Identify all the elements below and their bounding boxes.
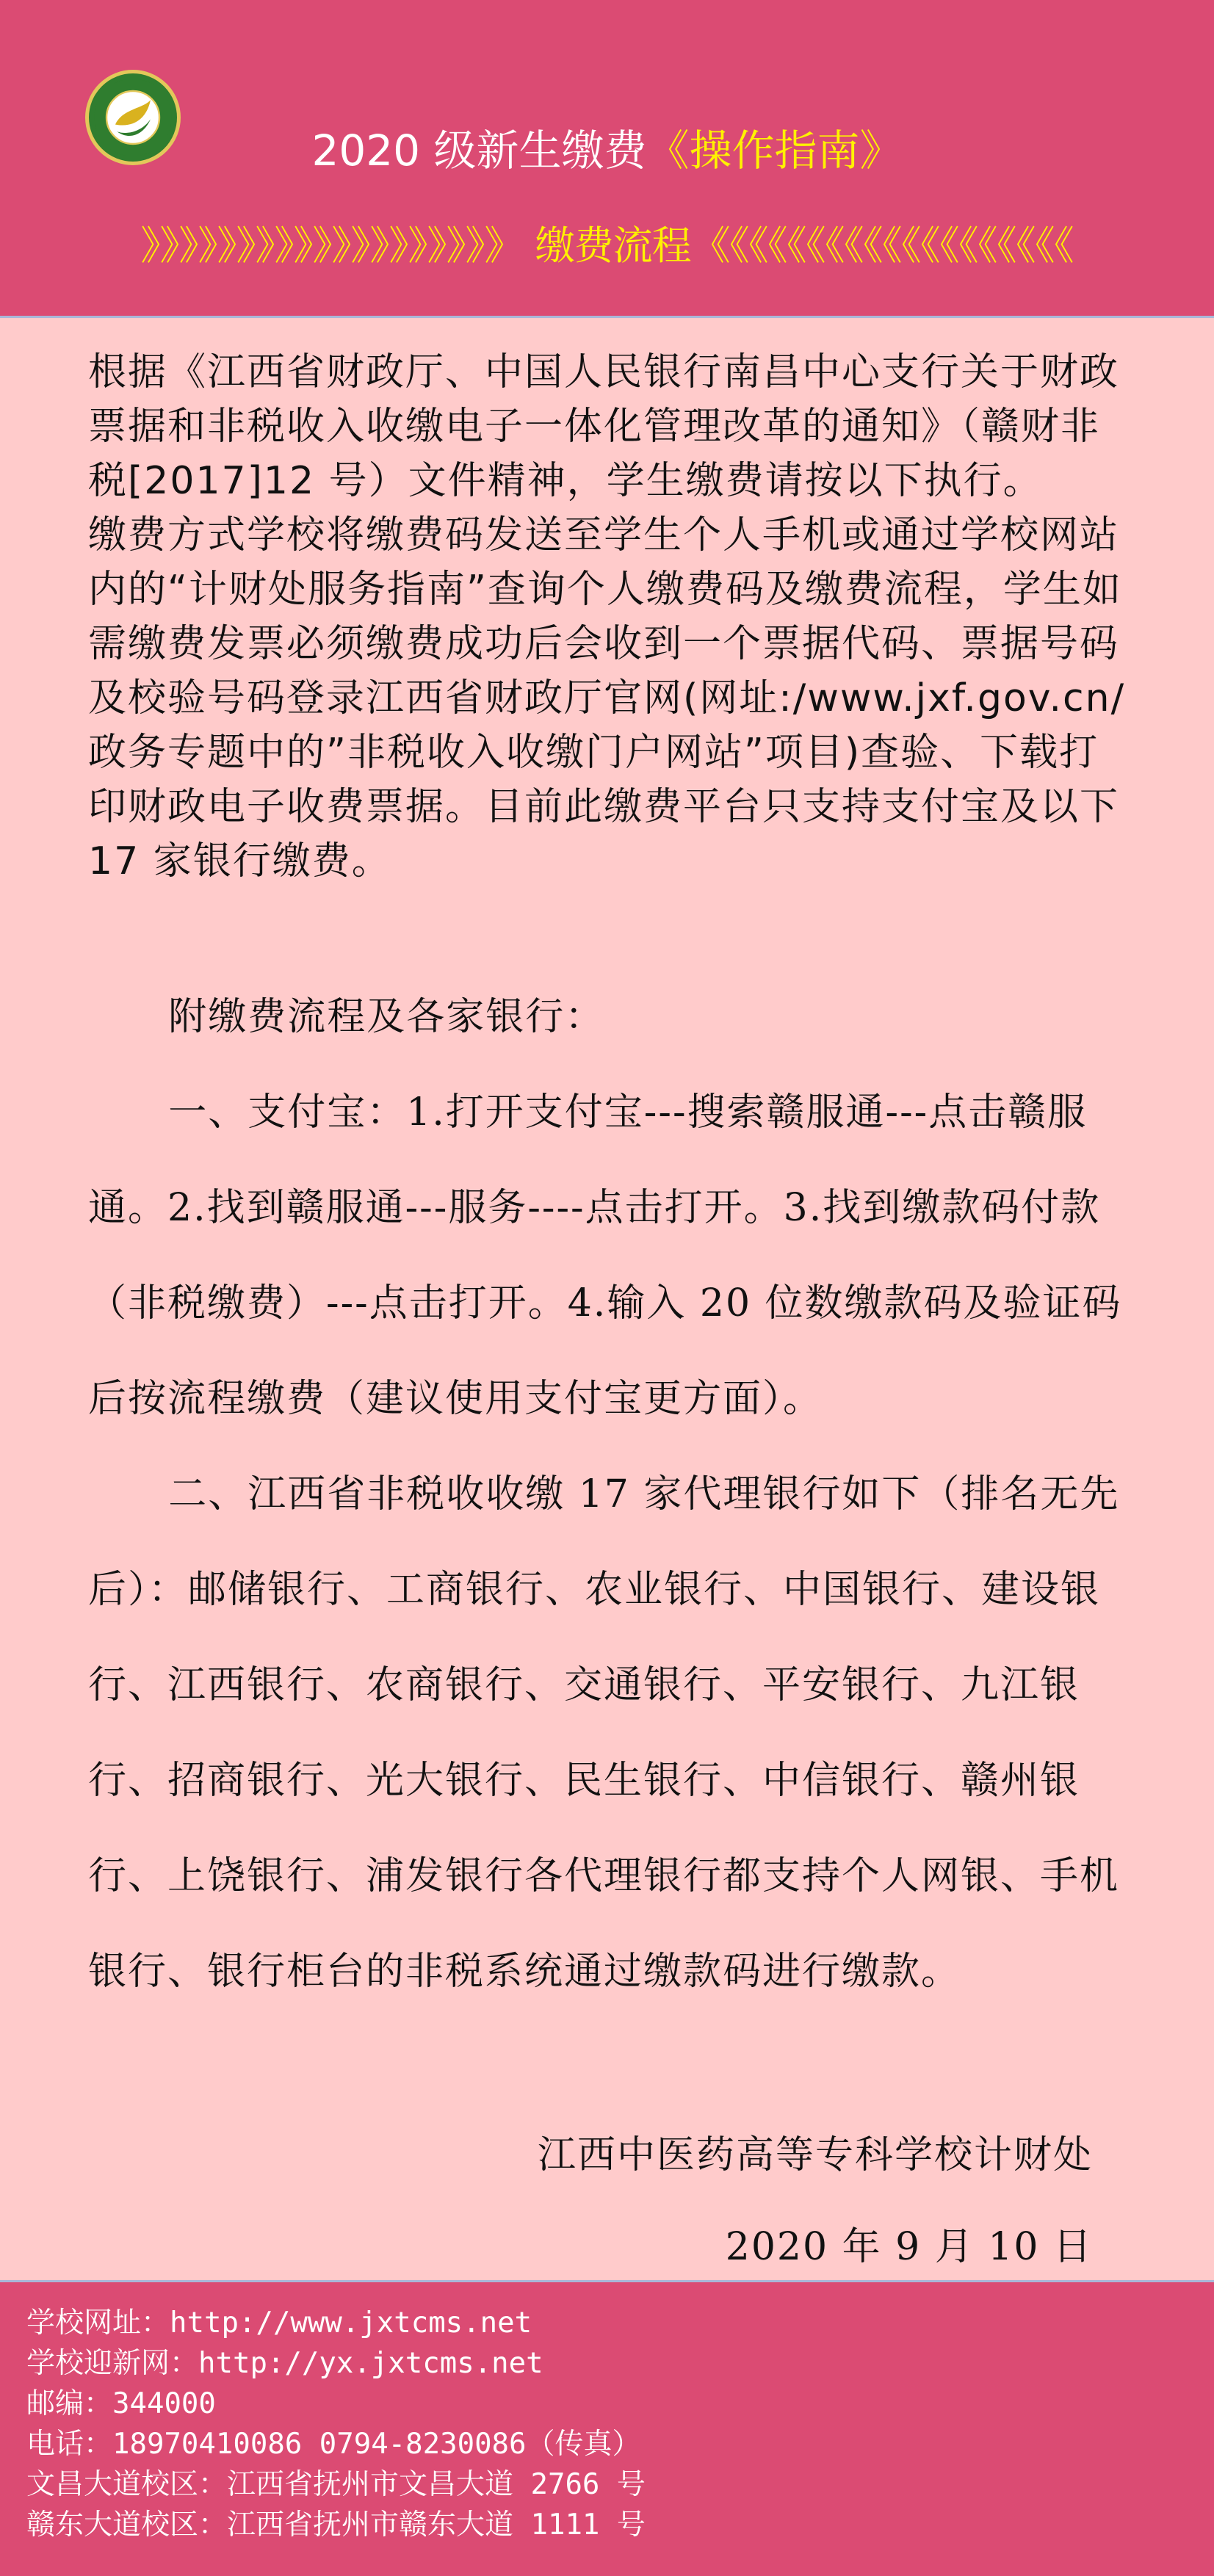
process-heading: 附缴费流程及各家银行： bbox=[168, 995, 605, 1039]
process-section bbox=[88, 969, 1131, 2019]
title-highlight: 《操作指南》 bbox=[646, 126, 903, 176]
intro-section bbox=[88, 345, 1131, 889]
bank-list: 二、江西省非税收收缴 17 家代理银行如下（排名无先后）：邮储银行、工商银行、农业银行、中国银行、建设银行、江西银行、农商银行、交通银行、平安银行、九江银行、招商银行、光大银行、民生银行、中信银行、赣州银行、上饶银行、浦发银行各代理银行都支持个人网银、手机银行、银行柜台的非税系统通过缴款码进行缴款。 bbox=[88, 1472, 1120, 1994]
header-banner bbox=[0, 0, 1214, 318]
footer-postcode: 邮编：344000 bbox=[26, 2387, 216, 2420]
footer-campus-gandong: 赣东大道校区：江西省抚州市赣东大道 1111 号 bbox=[26, 2508, 646, 2541]
footer-banner bbox=[0, 2280, 1214, 2576]
intro-paragraph-1: 根据《江西省财政厅、中国人民银行南昌中心支行关于财政票据和非税收入收缴电子一体化管理改革的通知》（赣财非税[2017]12 号）文件精神，学生缴费请按以下执行。 bbox=[88, 350, 1120, 503]
title-prefix: 2020 级新生缴费 bbox=[311, 126, 647, 176]
footer-website: 学校网址：http://www.jxtcms.net bbox=[26, 2307, 532, 2340]
signature-date: 2020 年 9 月 10 日 bbox=[725, 2225, 1093, 2269]
footer-freshman-site: 学校迎新网：http://yx.jxtcms.net bbox=[26, 2347, 543, 2380]
signature-org: 江西中医药高等专科学校计财处 bbox=[537, 2133, 1093, 2177]
footer-phone: 电话：18970410086 0794-8230086（传真） bbox=[26, 2428, 641, 2461]
alipay-steps: 一、支付宝：1.打开支付宝---搜索赣服通---点击赣服通。2.找到赣服通---服务----点击打开。3.找到缴款码付款（非税缴费）---点击打开。4.输入 20 位数缴款码及验证码后按流程缴费（建议使用支付宝更方面）。 bbox=[88, 1090, 1122, 1421]
footer-campus-wenchang: 文昌大道校区：江西省抚州市文昌大道 2766 号 bbox=[26, 2468, 646, 2501]
page-subtitle: 》》》》》》》》》》》》》》》》》》》 缴费流程《《《《《《《《《《《《《《《《《《《 bbox=[140, 222, 1074, 269]
intro-paragraph-2: 缴费方式学校将缴费码发送至学生个人手机或通过学校网站内的“计财处服务指南”查询个人缴费码及缴费流程，学生如需缴费发票必须缴费成功后会收到一个票据代码、票据号码及校验号码登录江西省财政厅官网(网址:/www.jxf.gov.cn/政务专题中的”非税收入收缴门户网站”项目)查验、下载打印财政电子收费票据。目前此缴费平台只支持支付宝及以下 17 家银行缴费。 bbox=[88, 513, 1126, 883]
page-title bbox=[0, 117, 1214, 184]
